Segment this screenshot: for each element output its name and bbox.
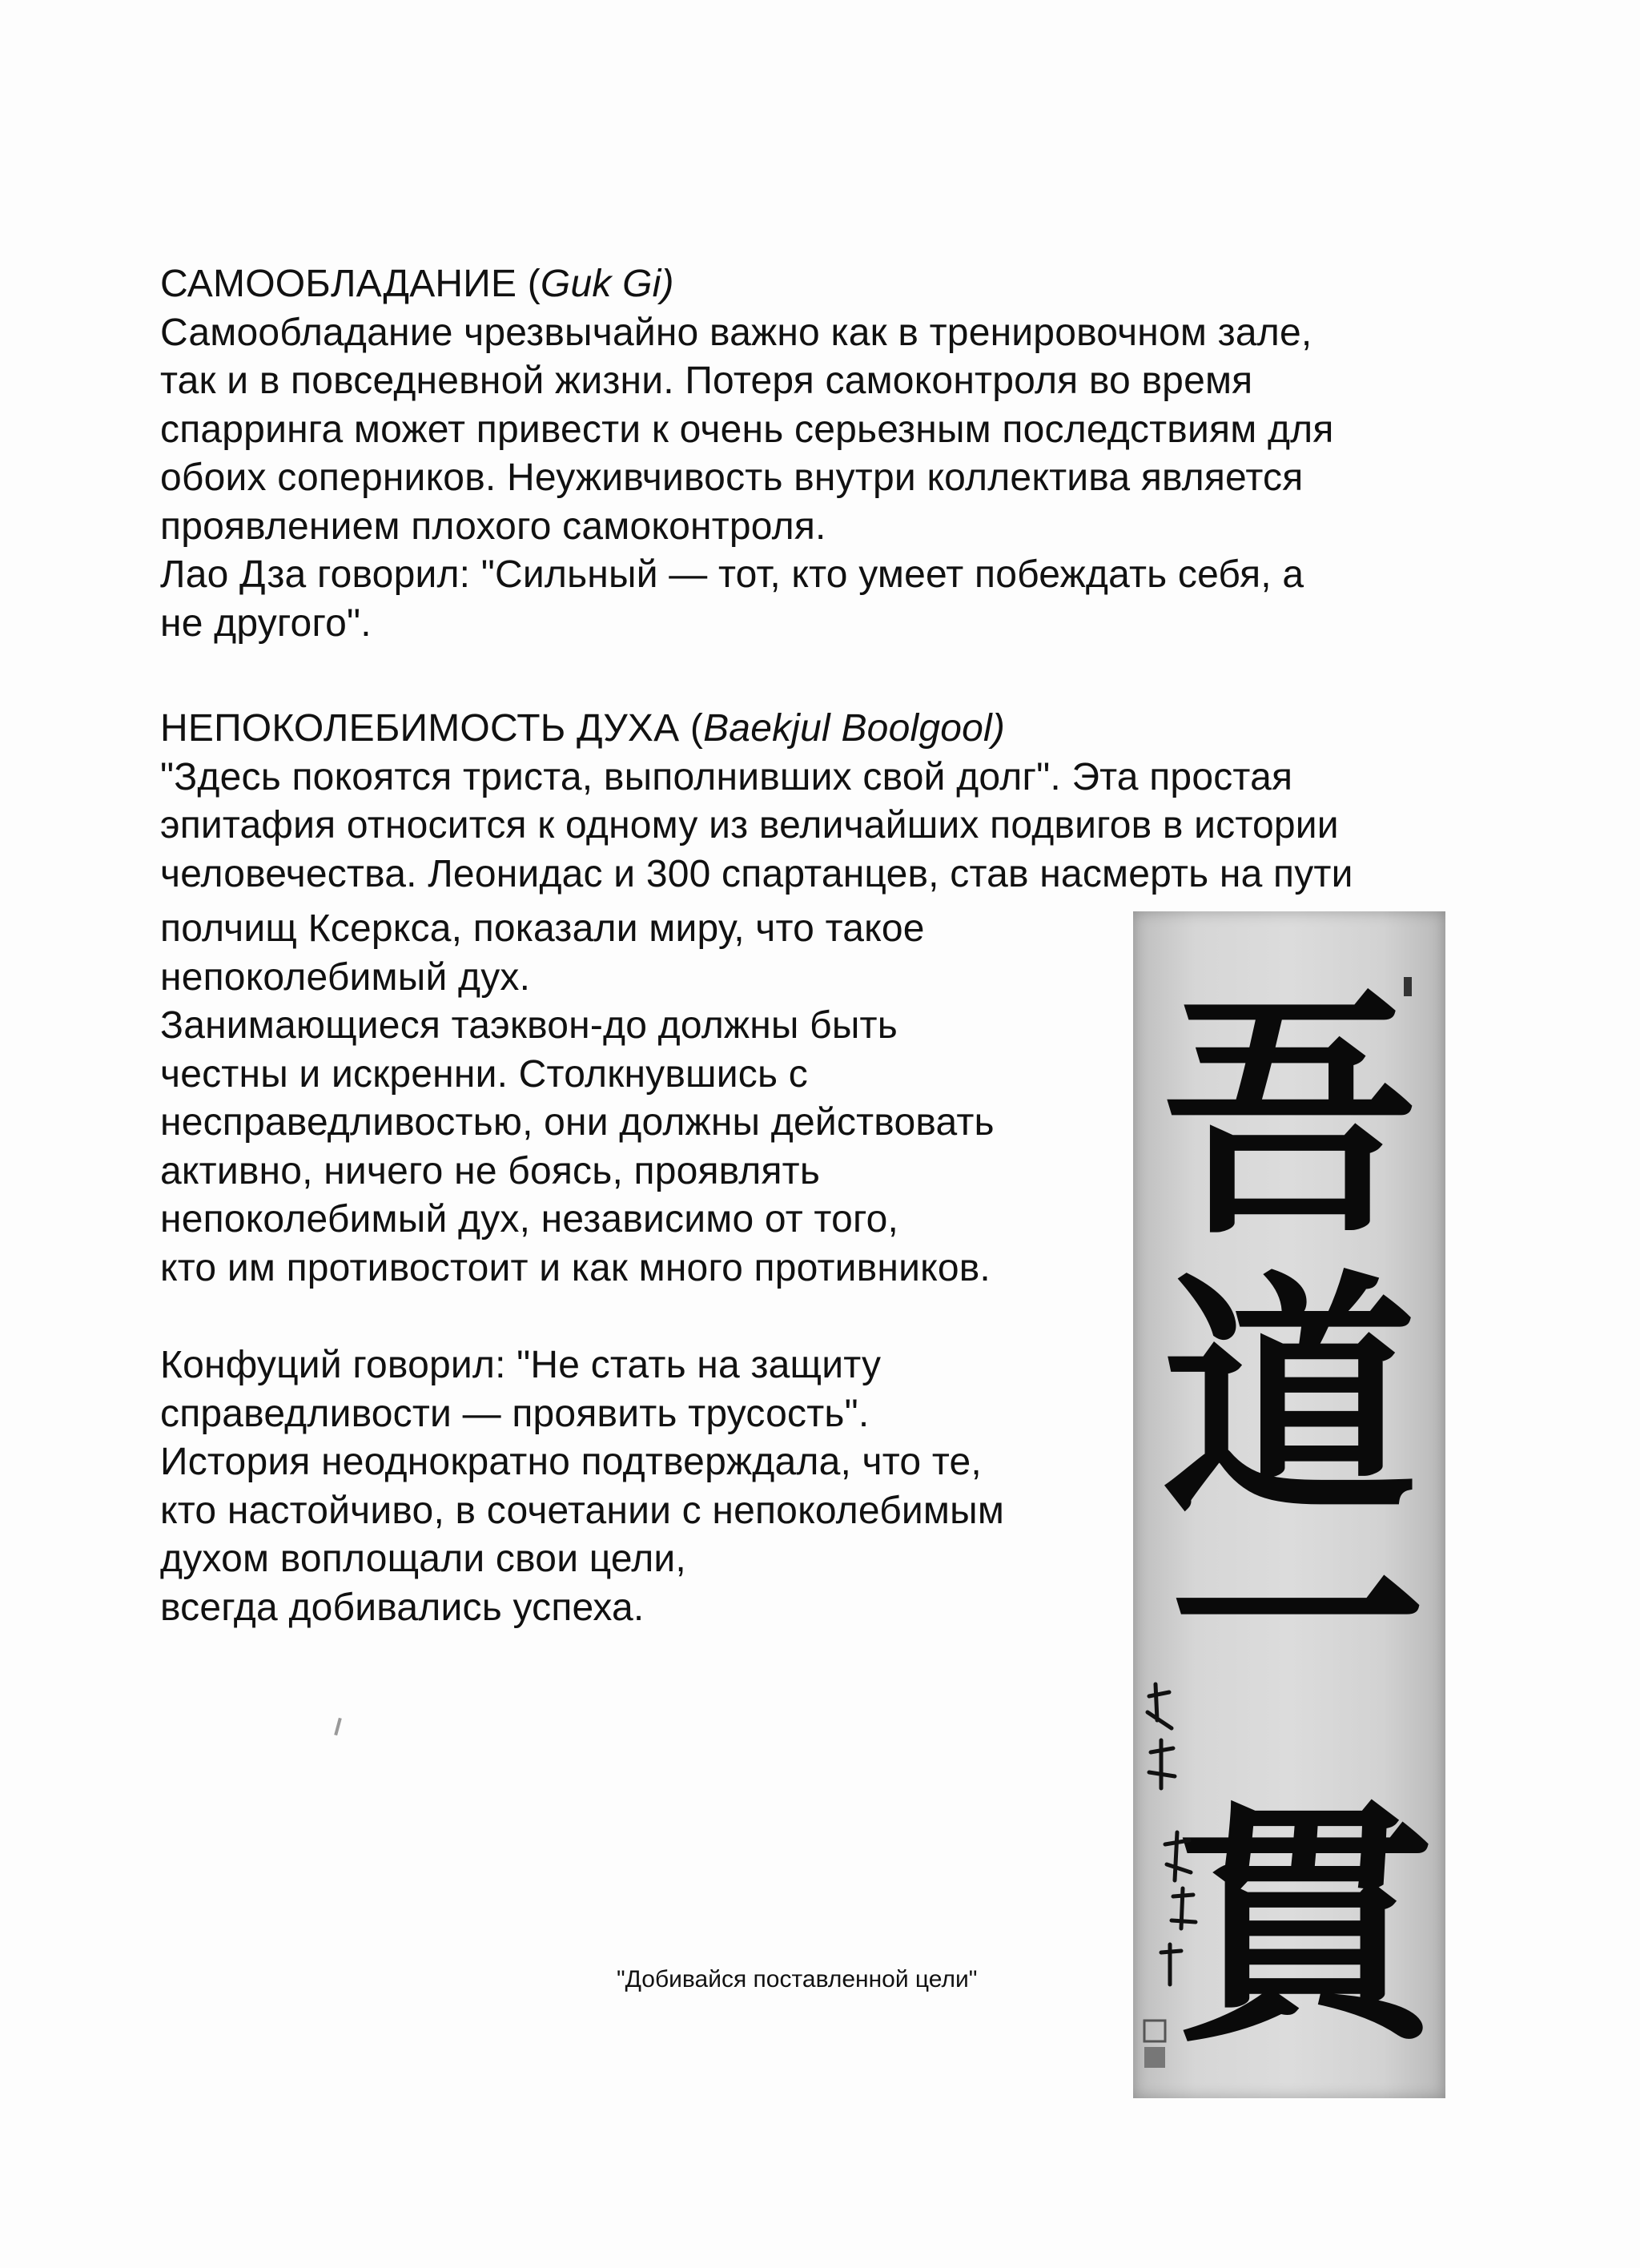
paragraph-line: непоколебимый дух, независимо от того, — [160, 1198, 899, 1241]
section-confucius-quote — [160, 1341, 1081, 1632]
paragraph-line: активно, ничего не боясь, проявлять — [160, 1149, 821, 1192]
paragraph-line: "Здесь покоятся триста, выполнивших свой долг". Эта простая — [160, 755, 1293, 798]
paragraph-line: так и в повседневной жизни. Потеря самоконтроля во время — [160, 360, 1253, 402]
paragraph-line: История неоднократно подтверждала, что те, — [160, 1441, 982, 1483]
paragraph-line: кто настойчиво, в сочетании с непоколебимым — [160, 1489, 1005, 1532]
quote-line: Лао Дза говорил: "Сильный — тот, кто умеет побеждать себя, а — [160, 553, 1304, 596]
section-self-control — [160, 260, 1521, 648]
paragraph-line: обоих соперников. Неуживчивость внутри коллектива является — [160, 456, 1304, 499]
section-indomitable-spirit — [160, 705, 1521, 899]
paragraph-line: полчищ Ксеркса, показали миру, что такое — [160, 907, 925, 950]
paragraph-line: честны и искренни. Столкнувшись с — [160, 1052, 808, 1096]
seal-stamp — [1144, 2047, 1165, 2068]
paragraph-line: несправедливостью, они должны действовать — [160, 1101, 995, 1144]
calligraphy-caption: "Добивайся поставленной цели" — [617, 1966, 978, 1993]
calligraphy-char-2: 道 — [1161, 1249, 1417, 1549]
paragraph-line: непоколебимый дух. — [160, 955, 531, 999]
paragraph-line: эпитафия относится к одному из величайших подвигов в истории — [160, 804, 1339, 846]
paragraph-line: справедливости — проявить трусость". — [160, 1392, 870, 1435]
paragraph-line: кто им противостоит и как много противников. — [160, 1246, 991, 1289]
calligraphy-image — [1133, 911, 1445, 2098]
scan-speck — [334, 1718, 342, 1735]
section-heading: САМООБЛАДАНИЕ (Guk Gi) — [160, 263, 674, 305]
section-heading: НЕПОКОЛЕБИМОСТЬ ДУХА (Baekjul Boolgool) — [160, 707, 1006, 750]
paragraph-line: духом воплощали свои цели, — [160, 1538, 686, 1580]
calligraphy-char-1: 吾 — [1161, 968, 1417, 1269]
seal-stamp — [1144, 2021, 1165, 2041]
quote-line: не другого". — [160, 601, 372, 645]
calligraphy-char-4: 貫 — [1177, 1777, 1433, 2077]
paragraph-line: Самообладание чрезвычайно важно как в тренировочном зале, — [160, 311, 1312, 354]
calligraphy-scroll — [1133, 911, 1445, 2098]
paragraph-line: Конфуций говорил: "Не стать на защиту — [160, 1344, 882, 1386]
section-indomitable-spirit-continued — [160, 905, 1081, 1293]
calligraphy-char-3: 一 — [1169, 1473, 1425, 1773]
paragraph-line: спарринга может привести к очень серьезным последствиям для — [160, 408, 1334, 451]
paragraph-line: человечества. Леонидас и 300 спартанцев, став насмерть на пути — [160, 852, 1353, 895]
paragraph-line: Занимающиеся таэквон-до должны быть — [160, 1004, 898, 1047]
paragraph-line: проявлением плохого самоконтроля. — [160, 505, 826, 548]
paragraph-line: всегда добивались успеха. — [160, 1586, 645, 1629]
